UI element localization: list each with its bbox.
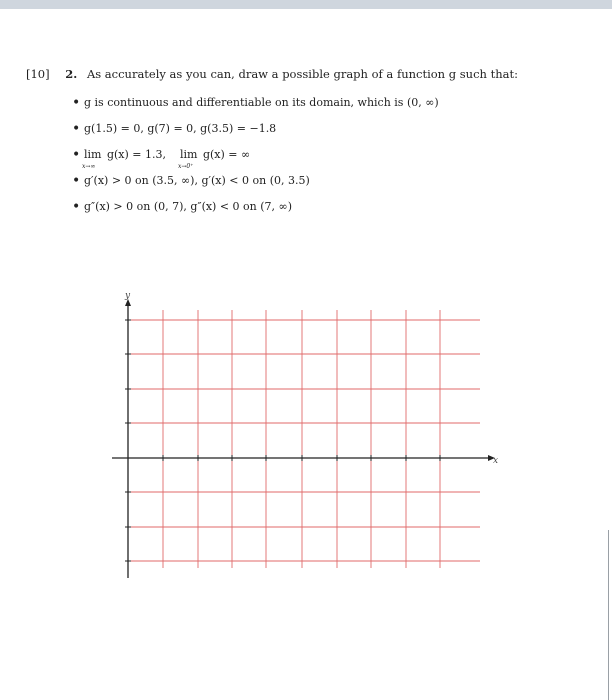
condition-text: g(1.5) = 0, g(7) = 0, g(3.5) = −1.8 — [84, 122, 277, 135]
bullet-icon: • — [72, 95, 81, 111]
y-axis-label: y — [125, 291, 131, 301]
axes — [112, 299, 495, 578]
bullet-icon: • — [72, 173, 81, 189]
limit-subscript: x→0⁺ — [178, 163, 194, 170]
condition-text: g is continuous and differentiable on its domain, which is (0, ∞) — [84, 96, 439, 109]
question-points: [10] — [26, 67, 50, 81]
bullet-icon: • — [72, 121, 81, 137]
limit-subscript: x→∞ — [82, 163, 96, 170]
x-axis-label: x — [493, 456, 499, 466]
bullet-icon: • — [72, 199, 81, 215]
limit-expression: g(x) = ∞ — [202, 148, 251, 161]
limit-operator: lim x→0⁺ — [180, 148, 197, 162]
condition-text: g″(x) > 0 on (0, 7), g″(x) < 0 on (7, ∞) — [84, 200, 292, 213]
limit-expression: g(x) = 1.3, — [106, 148, 166, 161]
question-prompt: As accurately as you can, draw a possible graph of a function g such that: — [86, 67, 518, 81]
question-number: 2. — [65, 67, 78, 81]
grid-lines — [128, 310, 480, 568]
condition-text: g′(x) > 0 on (3.5, ∞), g′(x) < 0 on (0, 3.5) — [84, 174, 310, 187]
limit-operator: lim x→∞ — [84, 148, 101, 162]
bullet-icon: • — [72, 147, 81, 163]
